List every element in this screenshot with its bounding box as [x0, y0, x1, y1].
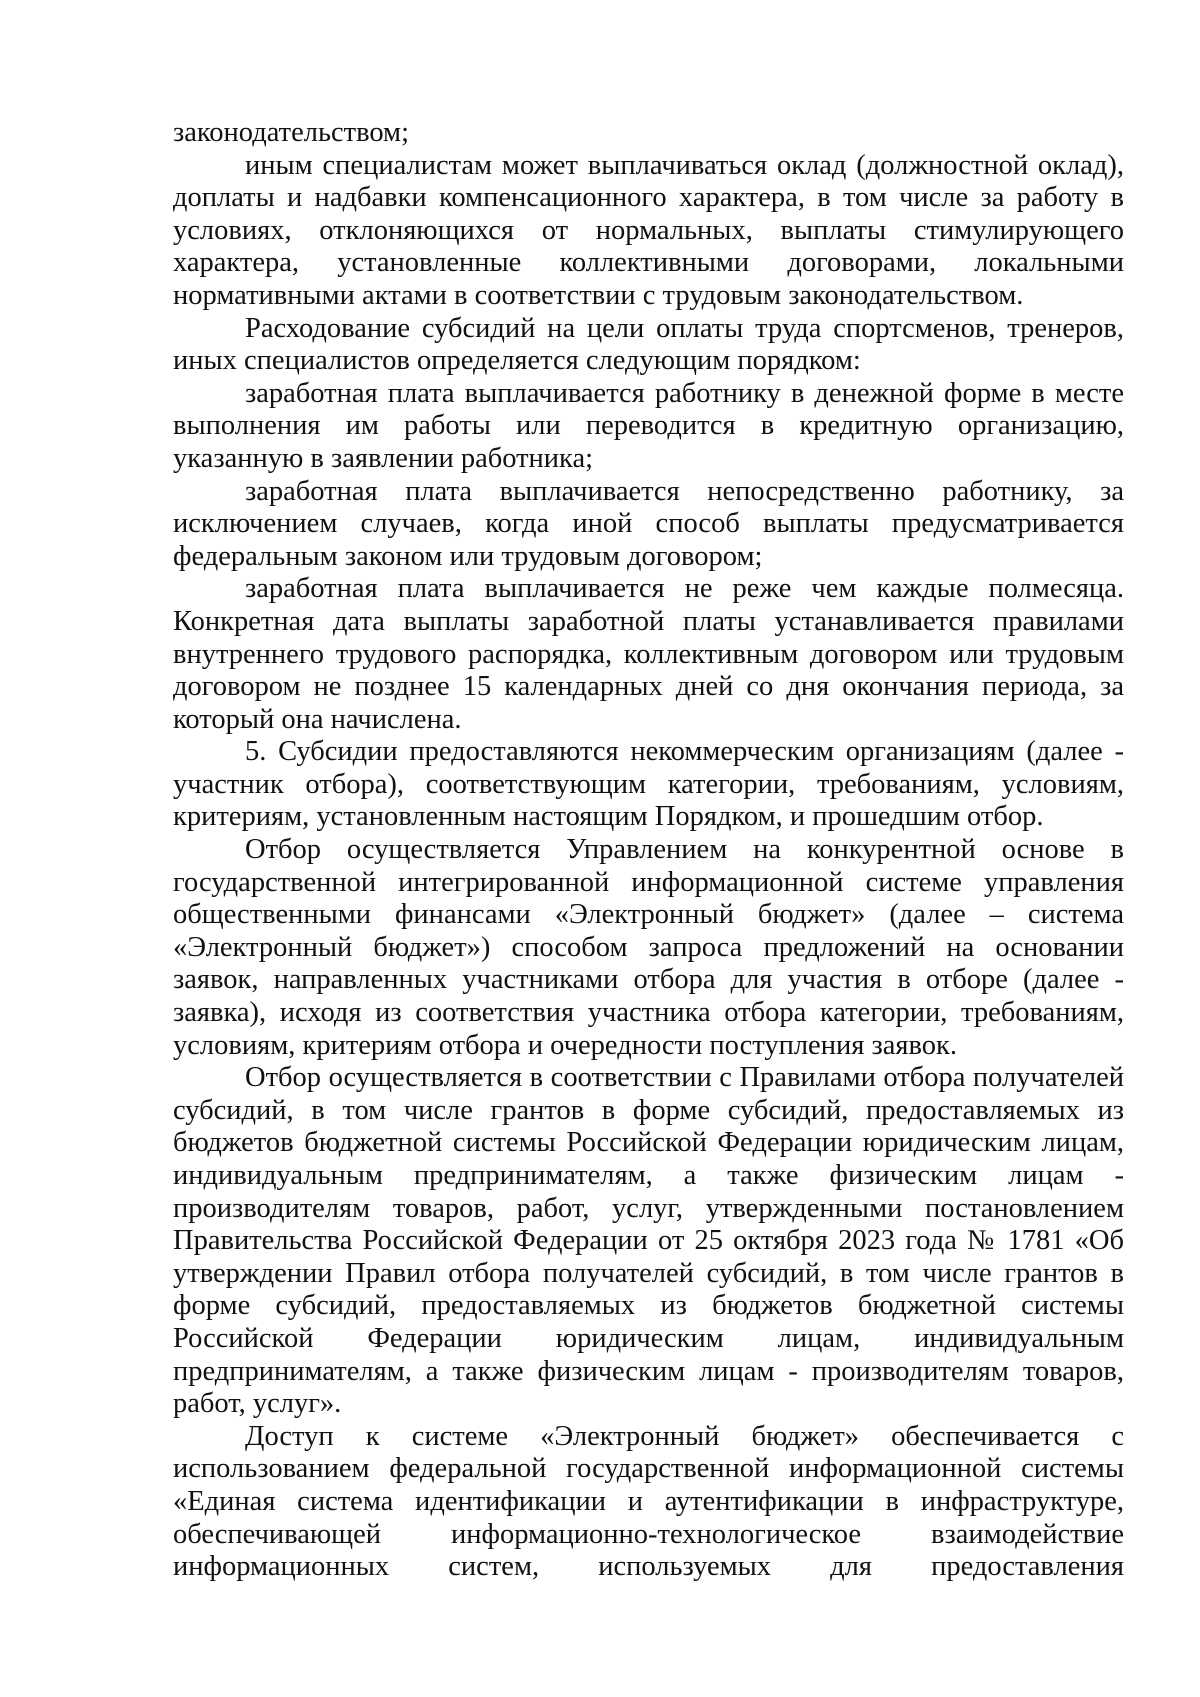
- paragraph-selection-procedure: Отбор осуществляется Управлением на конкурентной основе в государственной интегрированной информационной системе управления общественными финансами «Электронный бюджет» (далее – система «Электронный бюджет») способом запроса предложений на основании заявок, направленных участниками отбора для участия в отборе (далее - заявка), исходя из соответствия участника отбора категории, требованиям, условиям, критериям отбора и очередности поступления заявок.: [173, 834, 1124, 1061]
- paragraph-item-5-subsidies: 5. Субсидии предоставляются некоммерческим организациям (далее - участник отбора), соответствующим категории, требованиям, условиям, критериям, установленным настоящим Порядком, и прошедшим отбор.: [173, 736, 1124, 833]
- paragraph-salary-payment-place: заработная плата выплачивается работнику в денежной форме в месте выполнения им работы или переводится в кредитную организацию, указанную в заявлении работника;: [173, 377, 1124, 474]
- document-body: [173, 117, 1124, 1584]
- paragraph-continuation: законодательством;: [173, 117, 410, 148]
- paragraph-salary-frequency: заработная плата выплачивается не реже чем каждые полмесяца. Конкретная дата выплаты заработной платы устанавливается правилами внутреннего трудового распорядка, коллективным договором или трудовым договором не позднее 15 календарных дней со дня окончания периода, за который она начислена.: [173, 573, 1124, 735]
- paragraph-selection-rules: Отбор осуществляется в соответствии с Правилами отбора получателей субсидий, в том числе грантов в форме субсидий, предоставляемых из бюджетов бюджетной системы Российской Федерации юридическим лицам, индивидуальным предпринимателям, а также физическим лицам - производителям товаров, работ, услуг, утвержденными постановлением Правительства Российской Федерации от 25 октября 2023 года № 1781 «Об утверждении Правил отбора получателей субсидий, в том числе грантов в форме субсидий, предоставляемых из бюджетов бюджетной системы Российской Федерации юридическим лицам, индивидуальным предпринимателям, а также физическим лицам - производителям товаров, работ, услуг».: [173, 1062, 1124, 1420]
- paragraph-salary-direct-payment: заработная плата выплачивается непосредственно работнику, за исключением случаев, когда иной способ выплаты предусматривается федеральным законом или трудовым договором;: [173, 475, 1124, 572]
- paragraph-other-specialists-pay: иным специалистам может выплачиваться оклад (должностной оклад), доплаты и надбавки компенсационного характера, в том числе за работу в условиях, отклоняющихся от нормальных, выплаты стимулирующего характера, установленные коллективными договорами, локальными нормативными актами в соответствии с трудовым законодательством.: [173, 149, 1124, 311]
- paragraph-system-access: Доступ к системе «Электронный бюджет» обеспечивается с использованием федеральной государственной информационной системы «Единая система идентификации и аутентификации в инфраструктуре, обеспечивающей информационно-технологическое взаимодействие информационных систем, используемых для предоставления: [173, 1420, 1124, 1583]
- paragraph-subsidy-spending-order: Расходование субсидий на цели оплаты труда спортсменов, тренеров, иных специалистов определяется следующим порядком:: [173, 312, 1124, 377]
